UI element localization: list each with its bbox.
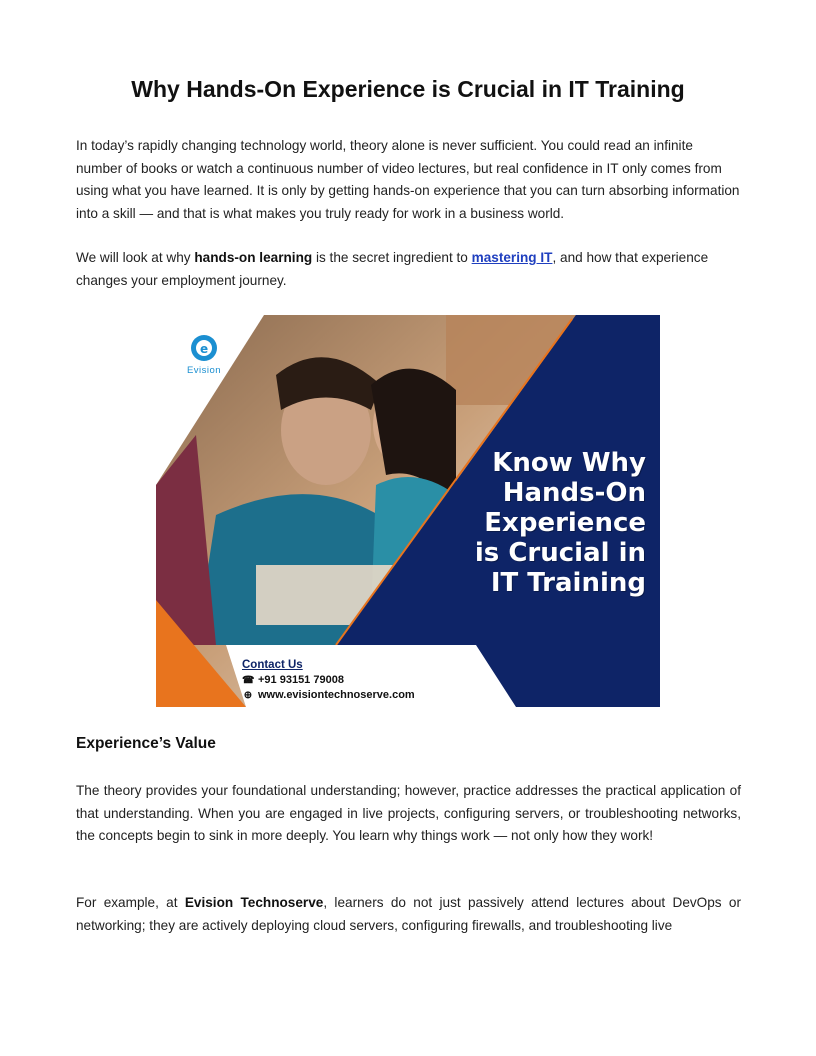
svg-text:e: e [200, 342, 209, 356]
phone-row [242, 674, 415, 686]
evision-technoserve-bold: Evision Technoserve [184, 895, 324, 910]
contact-title: Contact Us [242, 659, 303, 671]
logo-text: Evision [186, 365, 222, 376]
banner-image [156, 315, 660, 707]
phone-number: +91 93151 79008 [258, 674, 344, 686]
section-p2-text-2: , learners do not just passively attend lectures about DevOps or networking; they are actively deploying cloud servers, configuring firewalls, and troubleshooting live [76, 895, 742, 933]
intro-p2-text-1: We will look at why [76, 250, 195, 265]
intro-p2-text-3: , and how that experience changes your employment journey. [76, 250, 709, 288]
headline-line: Hands-On [502, 478, 646, 508]
contact-block [242, 659, 415, 701]
website-row [242, 689, 415, 701]
hands-on-learning-bold: hands-on learning [194, 250, 313, 265]
section-heading: Experience’s Value [76, 735, 216, 752]
section-paragraph-2 [76, 892, 741, 937]
intro-paragraph-2 [76, 247, 741, 292]
intro-paragraph [76, 135, 741, 225]
website-url: www.evisiontechnoserve.com [258, 689, 415, 701]
intro-p2-text-2: is the secret ingredient to [312, 250, 472, 265]
headline-line: Know Why [492, 448, 646, 478]
headline-line: Experience [484, 508, 646, 538]
section-p2-text-1: For example, at [76, 895, 185, 910]
page-title: Why Hands-On Experience is Crucial in IT Training [131, 76, 685, 102]
section-paragraph [76, 780, 741, 848]
mastering-it-link[interactable]: mastering IT [471, 250, 553, 265]
headline-line: is Crucial in [474, 538, 646, 568]
headline-line: IT Training [490, 568, 646, 598]
banner-headline [456, 448, 646, 598]
globe-icon: ⊕ [243, 689, 253, 701]
evision-logo [182, 337, 226, 376]
section-text: The theory provides your foundational understanding; however, practice addresses the practical application of that understanding. When you are engaged in live projects, configuring servers, or troubleshooting networks, the concepts begin to sink in more deeply. You learn why things work — not only how they work! [76, 783, 741, 843]
intro-text: In today’s rapidly changing technology world, theory alone is never sufficient. You could read an infinite number of books or watch a continuous number of video lectures, but real confidence in IT only comes from using what you have learned. It is only by getting hands-on experience that you can turn absorbing information into a skill — and that is what makes you truly ready for work in a business world. [76, 138, 740, 221]
phone-icon: ☎ [242, 674, 255, 686]
